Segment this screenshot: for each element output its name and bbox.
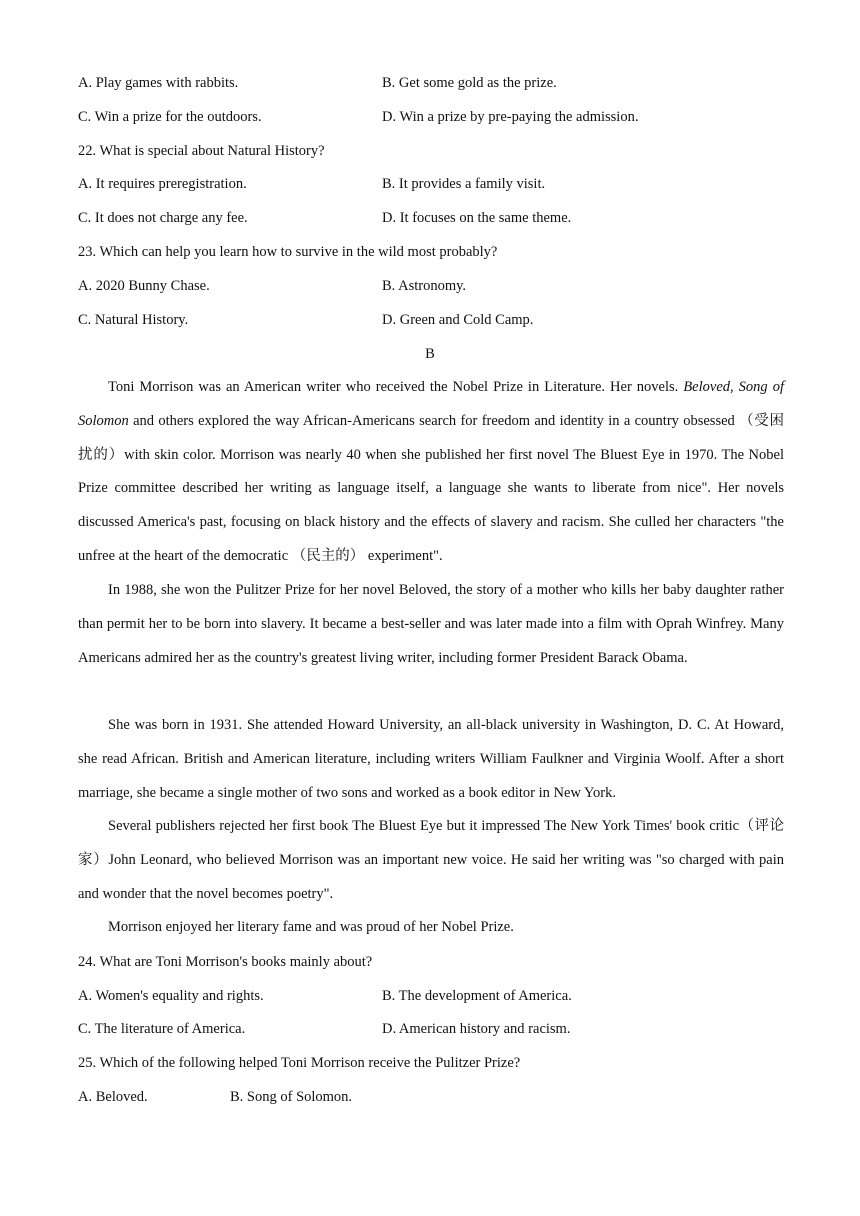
passage-paragraph-4: Several publishers rejected her first book The Bluest Eye but it impressed The New York Times' book critic（评论家）John Leonard, who believed Morrison was an important new voice. He said her writing was "so charged with pain and wonder that the novel becomes poetry". xyxy=(78,818,784,902)
passage-p1-rest: and others explored the way African-Americans search for freedom and identity in a country obsessed （受困扰的）with skin color. Morrison was nearly 40 when she published her first novel The Bluest Eye in 1970. The Nobel Prize committee described her writing as language itself, a language she wants to liberate from nice". Her novels discussed America's past, focusing on black history and the effects of slavery and racism. She culled her characters "the unfree at the heart of the democratic （民主的） experiment". xyxy=(78,412,784,564)
q23-option-b: B. Astronomy. xyxy=(382,278,467,294)
q22-option-b: B. It provides a family visit. xyxy=(382,176,546,192)
q22-question: 22. What is special about Natural History? xyxy=(78,143,325,159)
passage-paragraph-3: She was born in 1931. She attended Howard University, an all-black university in Washington, D. C. At Howard, she read African. British and American literature, including writers William Faulkner and Virginia Woolf. After a short marriage, she became a single mother of two sons and worked as a book editor in New York. xyxy=(78,717,784,801)
passage-paragraph-5: Morrison enjoyed her literary fame and was proud of her Nobel Prize. xyxy=(108,919,514,935)
passage-paragraph-1 xyxy=(78,371,784,574)
q21-option-a: A. Play games with rabbits. xyxy=(78,75,239,91)
q24-question: 24. What are Toni Morrison's books mainly about? xyxy=(78,954,373,970)
q24-option-a: A. Women's equality and rights. xyxy=(78,988,264,1004)
q24-option-c: C. The literature of America. xyxy=(78,1021,246,1037)
q25-question: 25. Which of the following helped Toni Morrison receive the Pulitzer Prize? xyxy=(78,1055,521,1071)
passage-p1-start: Toni Morrison was an American writer who received the Nobel Prize in Literature. Her novels. xyxy=(108,379,684,395)
q23-question: 23. Which can help you learn how to survive in the wild most probably? xyxy=(78,244,498,260)
q23-option-c: C. Natural History. xyxy=(78,312,189,328)
q24-option-d: D. American history and racism. xyxy=(382,1021,571,1037)
passage-paragraph-2: In 1988, she won the Pulitzer Prize for her novel Beloved, the story of a mother who kills her baby daughter rather than permit her to be born into slavery. It became a best-seller and was later made into a film with Oprah Winfrey. Many Americans admired her as the country's greatest living writer, including former President Barack Obama. xyxy=(78,582,784,666)
q21-option-b: B. Get some gold as the prize. xyxy=(382,75,557,91)
q23-option-d: D. Green and Cold Camp. xyxy=(382,312,534,328)
q22-option-a: A. It requires preregistration. xyxy=(78,176,247,192)
q22-option-c: C. It does not charge any fee. xyxy=(78,210,248,226)
section-label: B xyxy=(425,346,435,362)
q25-option-b: B. Song of Solomon. xyxy=(230,1089,353,1105)
q21-option-d: D. Win a prize by pre-paying the admission. xyxy=(382,109,639,125)
q24-option-b: B. The development of America. xyxy=(382,988,572,1004)
q25-option-a: A. Beloved. xyxy=(78,1089,148,1105)
passage-p1-italic-titles: Beloved, Song of Solomon xyxy=(78,379,784,429)
q22-option-d: D. It focuses on the same theme. xyxy=(382,210,572,226)
q21-option-c: C. Win a prize for the outdoors. xyxy=(78,109,262,125)
q23-option-a: A. 2020 Bunny Chase. xyxy=(78,278,210,294)
